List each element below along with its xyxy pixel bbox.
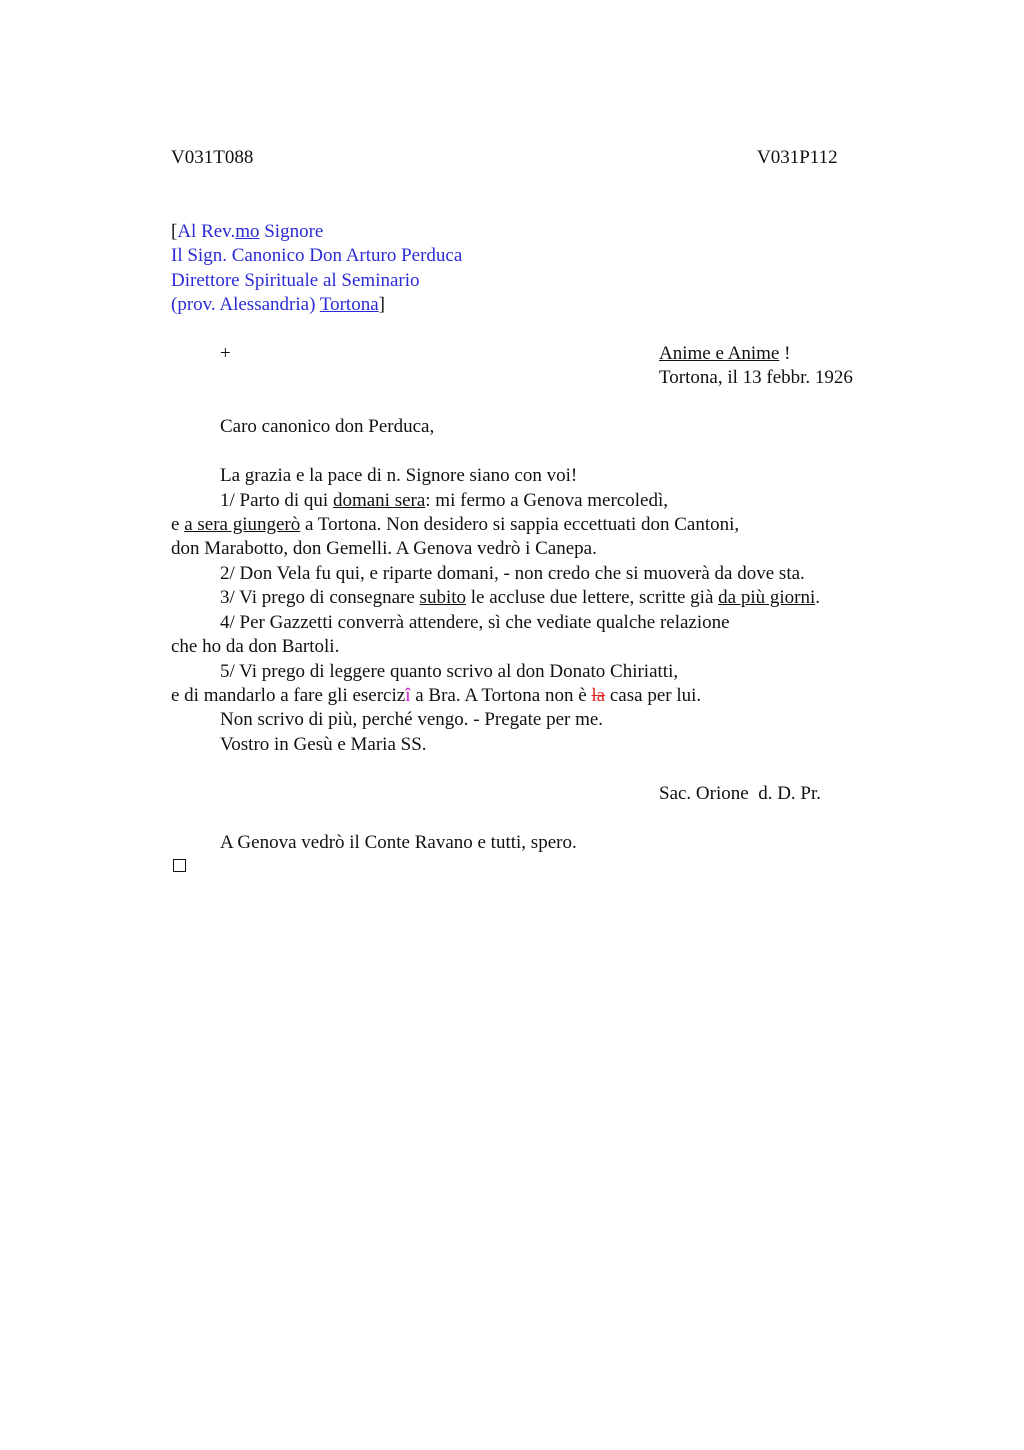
paragraph-5-line-2 [171,684,701,708]
address-title-end: Signore [259,221,324,242]
motto-tail: ! [779,343,791,364]
paragraph-1-line-3: don Marabotto, don Gemelli. A Genova vedrò i Canepa. [171,538,597,559]
closing-line-1: Non scrivo di più, perché vengo. - Pregate per me. [220,709,604,730]
paragraph-4-line-1: 4/ Per Gazzetti converrà attendere, sì che vediate qualche relazione [220,612,730,633]
text-span: e di mandarlo a fare gli eserciz [171,685,406,706]
text-span: 1/ Parto di qui [220,490,333,511]
struck-out-text: la [591,685,606,706]
text-span: le accluse due lettere, scritte già [466,587,719,608]
address-line-1 [171,220,323,244]
address-line-4 [171,293,385,317]
motto-text: Anime e Anime [659,343,780,364]
underlined-text: a sera giungerò [184,514,301,535]
text-span: a Bra. A Tortona non è [410,685,592,706]
text-span: . [815,587,821,608]
address-province: (prov. Alessandria) [171,294,320,315]
end-mark-box-icon [173,859,186,872]
postscript: A Genova vedrò il Conte Ravano e tutti, spero. [220,832,577,853]
paragraph-3 [220,586,820,610]
cross-mark: + [220,343,231,364]
underlined-text: domani sera [332,490,426,511]
bracket-open: [ [171,221,178,242]
text-span: : mi fermo a Genova mercoledì, [425,490,668,511]
greeting-line: La grazia e la pace di n. Signore siano con voi! [220,465,578,486]
text-span: casa per lui. [605,685,702,706]
underlined-text: da più giorni [718,587,816,608]
paragraph-2: 2/ Don Vela fu qui, e riparte domani, - non credo che si muoverà da dove sta. [220,563,805,584]
paragraph-1-line-2 [171,513,739,537]
underlined-text: subito [419,587,466,608]
signature: Sac. Orione d. D. Pr. [659,783,822,804]
closing-line-2: Vostro in Gesù e Maria SS. [220,734,427,755]
salutation: Caro canonico don Perduca, [220,416,435,437]
paragraph-4-line-2: che ho da don Bartoli. [171,636,340,657]
paragraph-1-line-1 [220,489,668,513]
place-date: Tortona, il 13 febbr. 1926 [659,367,853,388]
address-city: Tortona [319,294,379,315]
corrected-character: î [405,685,411,706]
document-code-right: V031P112 [757,147,838,168]
address-line-2: Il Sign. Canonico Don Arturo Perduca [171,245,463,266]
address-title: Al Rev. [177,221,236,242]
address-line-3: Direttore Spirituale al Seminario [171,270,420,291]
paragraph-5-line-1: 5/ Vi prego di leggere quanto scrivo al don Donato Chiriatti, [220,661,679,682]
text-span: 3/ Vi prego di consegnare [220,587,420,608]
text-span: a Tortona. Non desidero si sappia eccettuati don Cantoni, [300,514,740,535]
bracket-close: ] [378,294,385,315]
document-code-left: V031T088 [171,147,254,168]
motto [659,342,790,366]
address-title-abbrev: mo [235,221,260,242]
text-span: e [171,514,185,535]
